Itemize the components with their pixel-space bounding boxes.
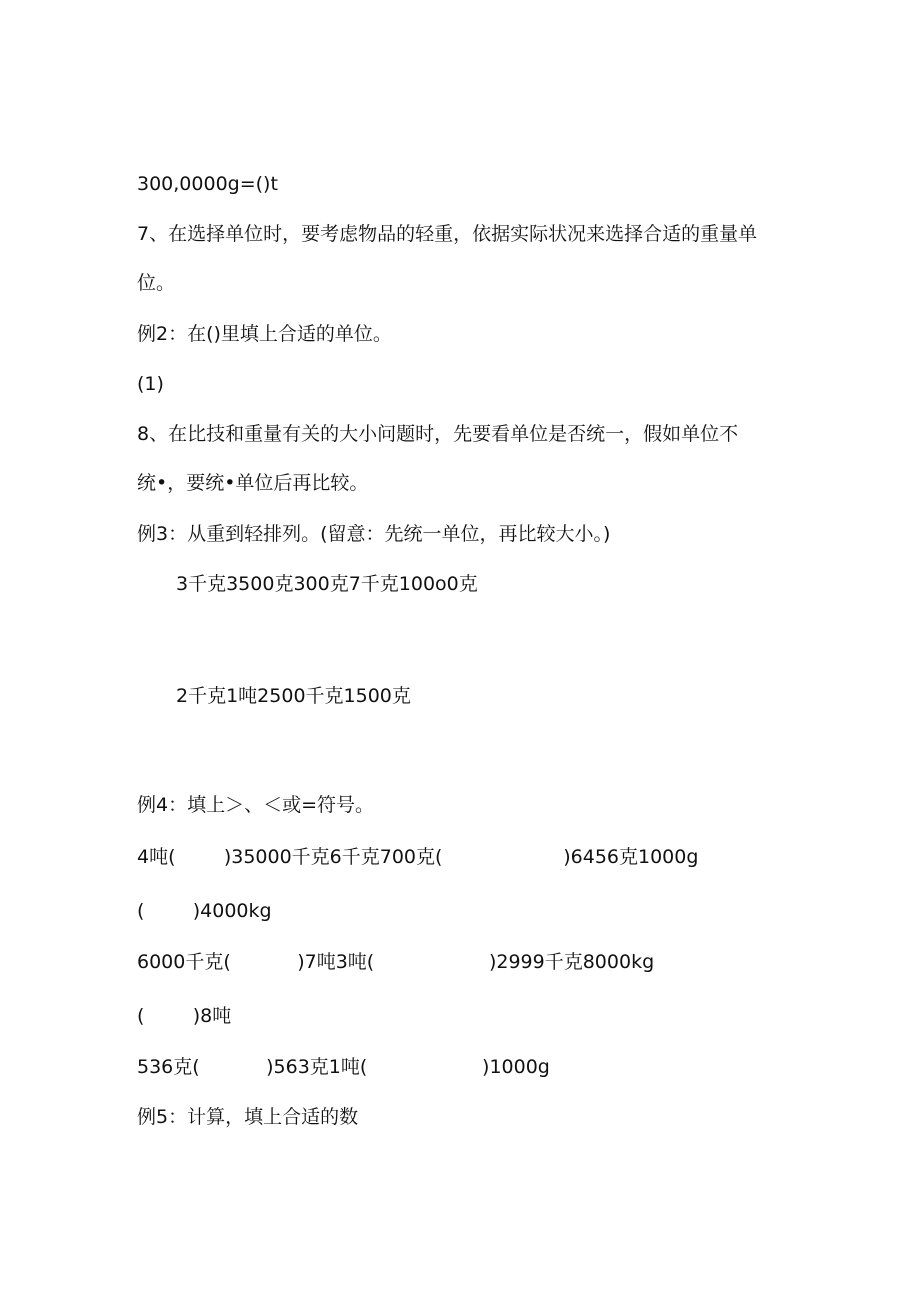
line-example-3: 例3：从重到轻排列。(留意：先统一单位，再比较大小。) xyxy=(137,523,611,545)
line-point-8: 8、在比技和重量有关的大小问题时，先要看单位是否统一，假如单位不 xyxy=(137,423,739,445)
line-item-1: (1) xyxy=(137,373,164,395)
line-example-5: 例5：计算，填上合适的数 xyxy=(137,1106,359,1128)
line-sort-set-1: 3千克3500克300克7千克100o0克 xyxy=(176,573,478,595)
line-example-2: 例2：在()里填上合适的单位。 xyxy=(137,323,392,345)
line-compare-2: 6000千克( )7吨3吨( )2999千克8000kg xyxy=(137,951,655,973)
line-conversion: 300,0000g=()t xyxy=(137,173,278,195)
line-point-7: 7、在选择单位时，要考虑物品的轻重，依据实际状况来选择合适的重量单 xyxy=(137,223,758,245)
line-point-7-cont: 位。 xyxy=(137,272,176,294)
line-sort-set-2: 2千克1吨2500千克1500克 xyxy=(176,685,411,707)
line-example-4: 例4：填上＞、＜或=符号。 xyxy=(137,794,375,816)
line-compare-3: 536克( )563克1吨( )1000g xyxy=(137,1056,550,1078)
line-point-8-cont: 统•，要统•单位后再比较。 xyxy=(137,472,369,494)
line-compare-1: 4吨( )35000千克6千克700克( )6456克1000g xyxy=(137,846,699,868)
line-compare-1-cont: ( )4000kg xyxy=(137,900,272,922)
line-compare-2-cont: ( )8吨 xyxy=(137,1005,232,1027)
